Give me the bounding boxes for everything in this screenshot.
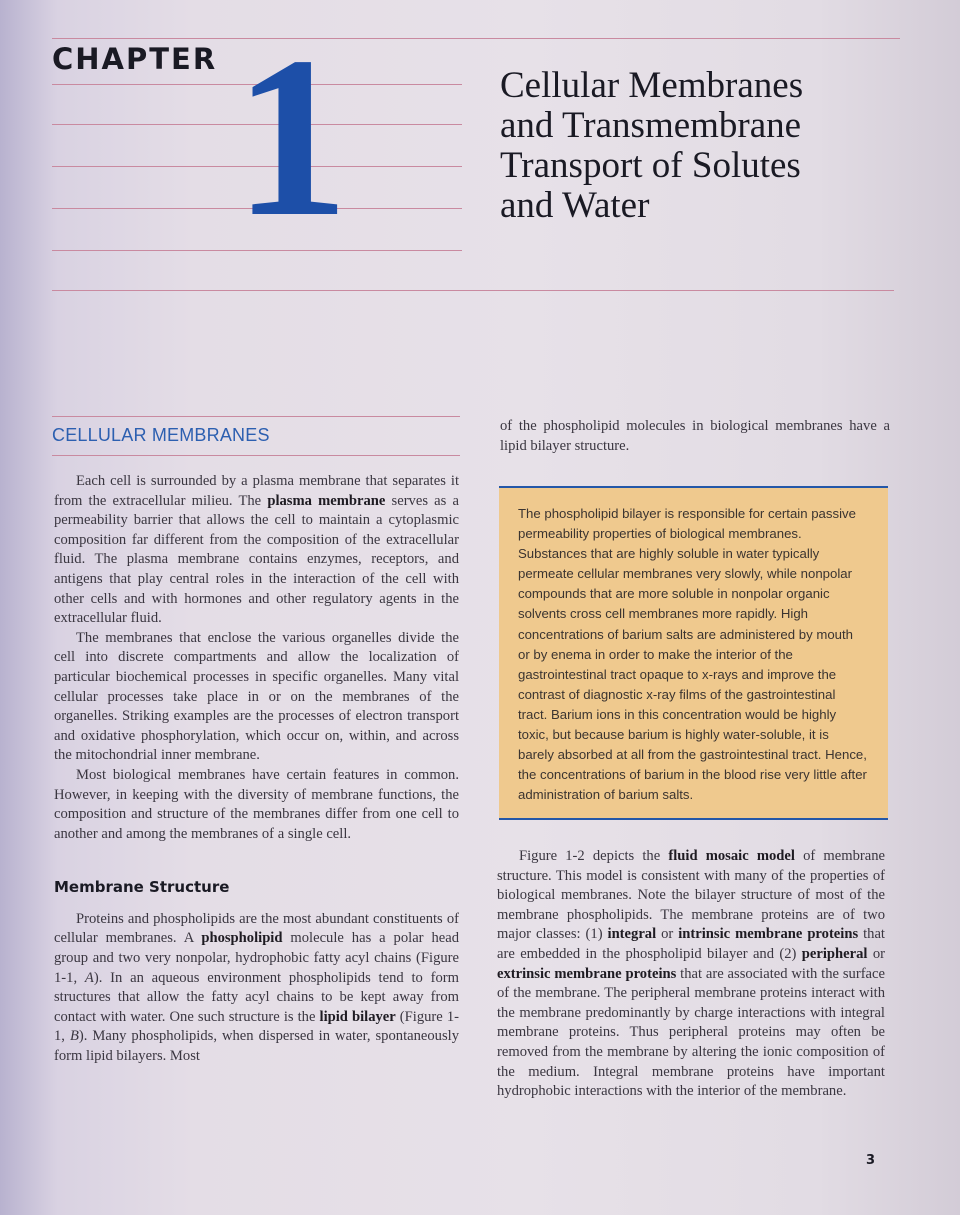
chapter-title-line: Transport of Solutes [500,145,801,186]
bold-term: intrinsic membrane proteins [678,926,859,943]
bold-term: phospholipid [201,930,283,947]
paragraph: The membranes that enclose the various organelles divide the cell into discrete compartments and allow the localization of particular biochemical processes in specific organelles. Many vital cellular processes take place in or on the membranes of the organelles. Striking examples are the processes of electron transport and oxidative phosphorylation, which occur on, within, and across the mitochondrial inner membrane. [54,629,459,764]
bold-term: peripheral [801,945,868,962]
header-rule-top [52,38,900,39]
chapter-title-line: and Water [500,185,650,226]
bold-term: plasma membrane [267,492,386,509]
section-rule-bottom [52,455,460,456]
right-column [497,847,885,1102]
paragraph: Most biological membranes have certain features in common. However, in keeping with the diversity of membrane functions, the composition and structure of the membranes differ from one cell to another and among the membranes of a single cell. [54,766,459,842]
header-rule-bottom [52,290,894,291]
callout-text: The phospholipid bilayer is responsible for certain passive permeability properties of biological membranes. Substances that are highly soluble in water typically permeate cellular membranes very slowly, while nonpolar compounds that are more soluble in nonpolar organic solvents cross cell membranes more rapidly. High concentrations of barium salts are administered by mouth or by enema in order to make the interior of the gastrointestinal tract opaque to x-rays and improve the contrast of diagnostic x-ray films of the gastrointestinal tract. Barium ions in this concentration would be highly toxic, but because barium is highly water-soluble, it is barely absorbed at all from the gastrointestinal tract. Hence, the concentrations of barium in the blood rise very little after administration of barium salts. [518,506,867,803]
chapter-title-line: Cellular Membranes [500,65,804,106]
section-rule-top [52,416,460,417]
paragraph-continuation: of the phospholipid molecules in biological membranes have a lipid bilayer structure. [500,418,890,454]
bold-term: extrinsic membrane proteins [497,965,677,982]
section-heading: CELLULAR MEMBRANES [52,425,270,445]
bold-term: fluid mosaic model [668,848,795,864]
paragraph: Proteins and phospholipids are the most abundant constituents of cellular membranes. A phospholipid molecule has a polar head group and two very nonpolar, hydrophobic fatty acyl chains (Figure 1-1, A). In an aqueous environment phospholipids tend to form structures that allow the fatty acyl chains to be kept away from contact with water. One such structure is the lipid bilayer (Figure 1-1, B). Many phospholipids, when dispersed in water, spontaneously form lipid bilayers. Most [54,910,460,1065]
chapter-number: 1 [234,9,349,264]
chapter-title [500,66,900,226]
right-column-top [500,417,890,456]
clinical-callout-box [499,486,888,820]
chapter-label: CHAPTER [52,42,218,76]
page-number: 3 [866,1153,876,1168]
bold-term: lipid bilayer [319,1008,396,1025]
paragraph: Each cell is surrounded by a plasma membrane that separates it from the extracellular milieu. The plasma membrane serves as a permeability barrier that allows the cell to maintain a cytoplasmic composition far different from the composition of the extracellular fluid. The plasma membrane contains enzymes, receptors, and antigens that play central roles in the interaction of the cell with other cells and with hormones and other regulatory agents in the extracellular fluid. [54,473,459,627]
chapter-title-line: and Transmembrane [500,105,802,146]
left-column [54,472,459,1067]
subheading: Membrane Structure [54,878,230,897]
paragraph: Figure 1-2 depicts the fluid mosaic model of membrane structure. This model is consistent with many of the properties of biological membranes. Note the bilayer structure of most of the membrane phospholipids. The membrane proteins are of two major classes: (1) integral or intrinsic membrane proteins that are embedded in the phospholipid bilayer and (2) peripheral or extrinsic membrane proteins that are associated with the surface of the membrane. The peripheral membrane proteins interact with the membrane predominantly by charge interactions with integral membrane proteins. Thus peripheral proteins may often be removed from the membrane by altering the ionic composition of the medium. Integral membrane proteins have important hydrophobic interactions with the interior of the membrane. [497,848,885,1100]
bold-term: integral [607,926,657,943]
